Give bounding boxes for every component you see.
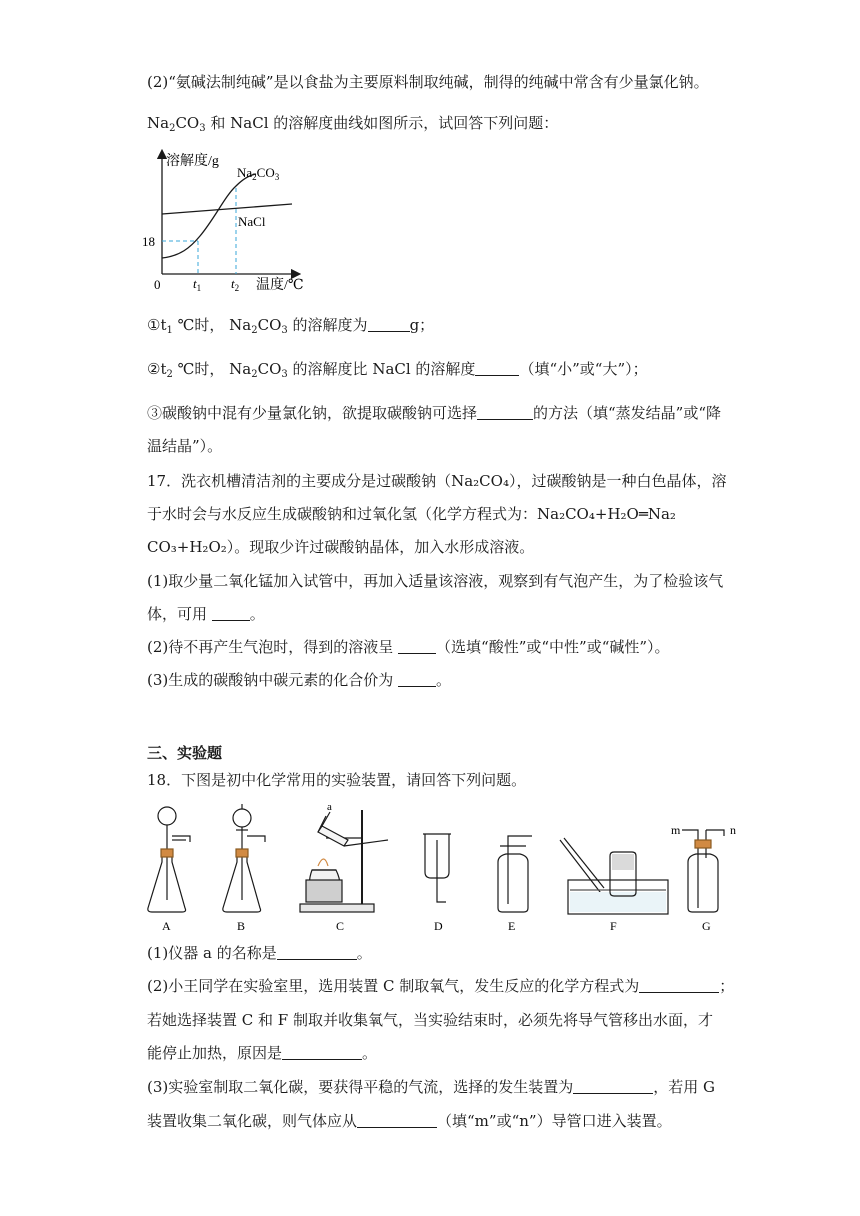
answer-blank[interactable] <box>573 1079 653 1094</box>
text: ②t <box>147 360 167 378</box>
subscript: 2 <box>169 123 176 134</box>
q16-part2-line1: (2)“氨碱法制纯碱”是以食盐为主要原料制取纯碱，制得的纯碱中常含有少量氯化钠。 <box>147 73 709 91</box>
answer-blank[interactable] <box>477 405 533 420</box>
text: (1)仪器 a 的名称是 <box>147 944 277 962</box>
answer-blank[interactable] <box>475 361 519 376</box>
q17-part1-line1: (1)取少量二氧化锰加入试管中，再加入适量该溶液，观察到有气泡产生，为了检验该气 <box>147 572 724 590</box>
text: 体，可用 <box>147 605 212 623</box>
apparatus-e <box>498 836 532 912</box>
na2co3-label: $Na_2CO_3$ <box>237 165 280 182</box>
text: CO <box>257 316 282 334</box>
q18-part3-line2 <box>147 1111 672 1131</box>
subscript: 2 <box>251 325 258 336</box>
apparatus-label: B <box>237 919 246 933</box>
text: ，若用 G <box>653 1078 716 1096</box>
apparatus-f <box>560 838 668 914</box>
apparatus-a <box>148 807 190 912</box>
text-co: CO <box>175 114 200 132</box>
apparatus-label-a-pointer: a <box>327 801 332 813</box>
t1-label: $t_1$ <box>193 276 202 293</box>
q17-line2: 于水时会与水反应生成碳酸钠和过氧化氢（化学方程式为：Na₂CO₄+H₂O═Na₂ <box>147 505 676 523</box>
text: （选填“酸性”或“中性”或“碱性”）。 <box>436 638 670 656</box>
q16-sub3-line1 <box>147 403 721 423</box>
q18-intro: 18．下图是初中化学常用的实验装置，请回答下列问题。 <box>147 771 527 789</box>
text: ℃时， Na <box>172 360 252 378</box>
section-heading: 三、实验题 <box>147 744 223 762</box>
apparatus-c <box>300 810 388 912</box>
text: ； <box>719 977 735 995</box>
apparatus-label-n: n <box>730 823 736 837</box>
solubility-chart <box>140 148 310 298</box>
apparatus-label-m: m <box>671 823 681 837</box>
text: （填“小”或“大”）； <box>519 360 648 378</box>
text: 装置收集二氧化碳，则气体应从 <box>147 1112 358 1130</box>
text: 能停止加热，原因是 <box>147 1044 283 1062</box>
answer-blank[interactable] <box>639 978 719 993</box>
q16-part2-line2 <box>147 113 558 133</box>
text: g； <box>409 316 435 334</box>
text: 。 <box>436 671 452 689</box>
subscript: 2 <box>166 369 173 380</box>
q18-part3-line1 <box>147 1077 715 1097</box>
text: 。 <box>356 944 372 962</box>
text: 。 <box>249 605 265 623</box>
y-axis-label: 溶解度/g <box>166 154 219 169</box>
q17-part3 <box>147 670 451 690</box>
q17-line3: CO₃+H₂O₂）。现取少许过碳酸钠晶体，加入水形成溶液。 <box>147 538 535 556</box>
t2-label: $t_2$ <box>231 276 240 293</box>
text-na: Na <box>147 114 170 132</box>
q16-sub3-line2: 温结晶”）。 <box>147 437 223 455</box>
text: （填“m”或“n”）导管口进入装置。 <box>437 1112 672 1130</box>
subscript: 3 <box>199 123 206 134</box>
subscript: 3 <box>281 369 288 380</box>
text: 的溶解度比 NaCl 的溶解度 <box>287 360 476 378</box>
answer-blank[interactable] <box>368 317 410 332</box>
subscript: 1 <box>166 325 173 336</box>
answer-blank[interactable] <box>398 639 436 654</box>
apparatus-diagram <box>140 800 750 935</box>
q18-part2-line3 <box>147 1043 377 1063</box>
apparatus-g <box>682 830 724 912</box>
apparatus-label: G <box>702 919 711 933</box>
text: (3)实验室制取二氧化碳，要获得平稳的气流，选择的发生装置为 <box>147 1078 574 1096</box>
text: 的溶解度为 <box>287 316 368 334</box>
answer-blank[interactable] <box>357 1113 437 1128</box>
q16-sub2 <box>147 359 648 379</box>
answer-blank[interactable] <box>282 1045 362 1060</box>
apparatus-d <box>423 834 451 902</box>
q18-part2-line1 <box>147 976 734 996</box>
text: 的方法（填“蒸发结晶”或“降 <box>533 404 722 422</box>
text: (2)待不再产生气泡时，得到的溶液呈 <box>147 638 399 656</box>
apparatus-label: D <box>434 919 443 933</box>
apparatus-label: A <box>162 919 171 933</box>
subscript: 2 <box>251 369 258 380</box>
q16-sub1 <box>147 315 434 335</box>
text: ℃时， Na <box>172 316 252 334</box>
apparatus-b <box>223 804 265 912</box>
text: ③碳酸钠中混有少量氯化钠，欲提取碳酸钠可选择 <box>147 404 478 422</box>
apparatus-label: E <box>508 919 516 933</box>
apparatus-label: C <box>336 919 345 933</box>
answer-blank[interactable] <box>277 945 357 960</box>
apparatus-label: F <box>610 919 617 933</box>
q18-part1 <box>147 943 372 963</box>
answer-blank[interactable] <box>212 606 250 621</box>
nacl-label: NaCl <box>238 214 266 229</box>
text: (3)生成的碳酸钠中碳元素的化合价为 <box>147 671 399 689</box>
text: (2)小王同学在实验室里，选用装置 C 制取氧气，发生反应的化学方程式为 <box>147 977 640 995</box>
q17-line1: 17．洗衣机槽清洁剂的主要成分是过碳酸钠（Na₂CO₄），过碳酸钠是一种白色晶体，溶 <box>147 472 727 490</box>
q18-part2-line2: 若她选择装置 C 和 F 制取并收集氧气，当实验结束时，必须先将导气管移出水面，才 <box>147 1011 713 1029</box>
text: ①t <box>147 316 167 334</box>
text: 。 <box>362 1044 378 1062</box>
q17-part2 <box>147 637 670 657</box>
q17-part1-line2 <box>147 604 265 624</box>
text-rest: 和 NaCl 的溶解度曲线如图所示，试回答下列问题： <box>205 114 559 132</box>
answer-blank[interactable] <box>398 672 436 687</box>
text: CO <box>257 360 282 378</box>
x-axis-label: 温度/℃ <box>256 278 304 293</box>
nacl-curve <box>162 204 292 214</box>
origin-label: 0 <box>154 277 161 292</box>
y-tick-18: 18 <box>142 234 155 249</box>
subscript: 3 <box>281 325 288 336</box>
